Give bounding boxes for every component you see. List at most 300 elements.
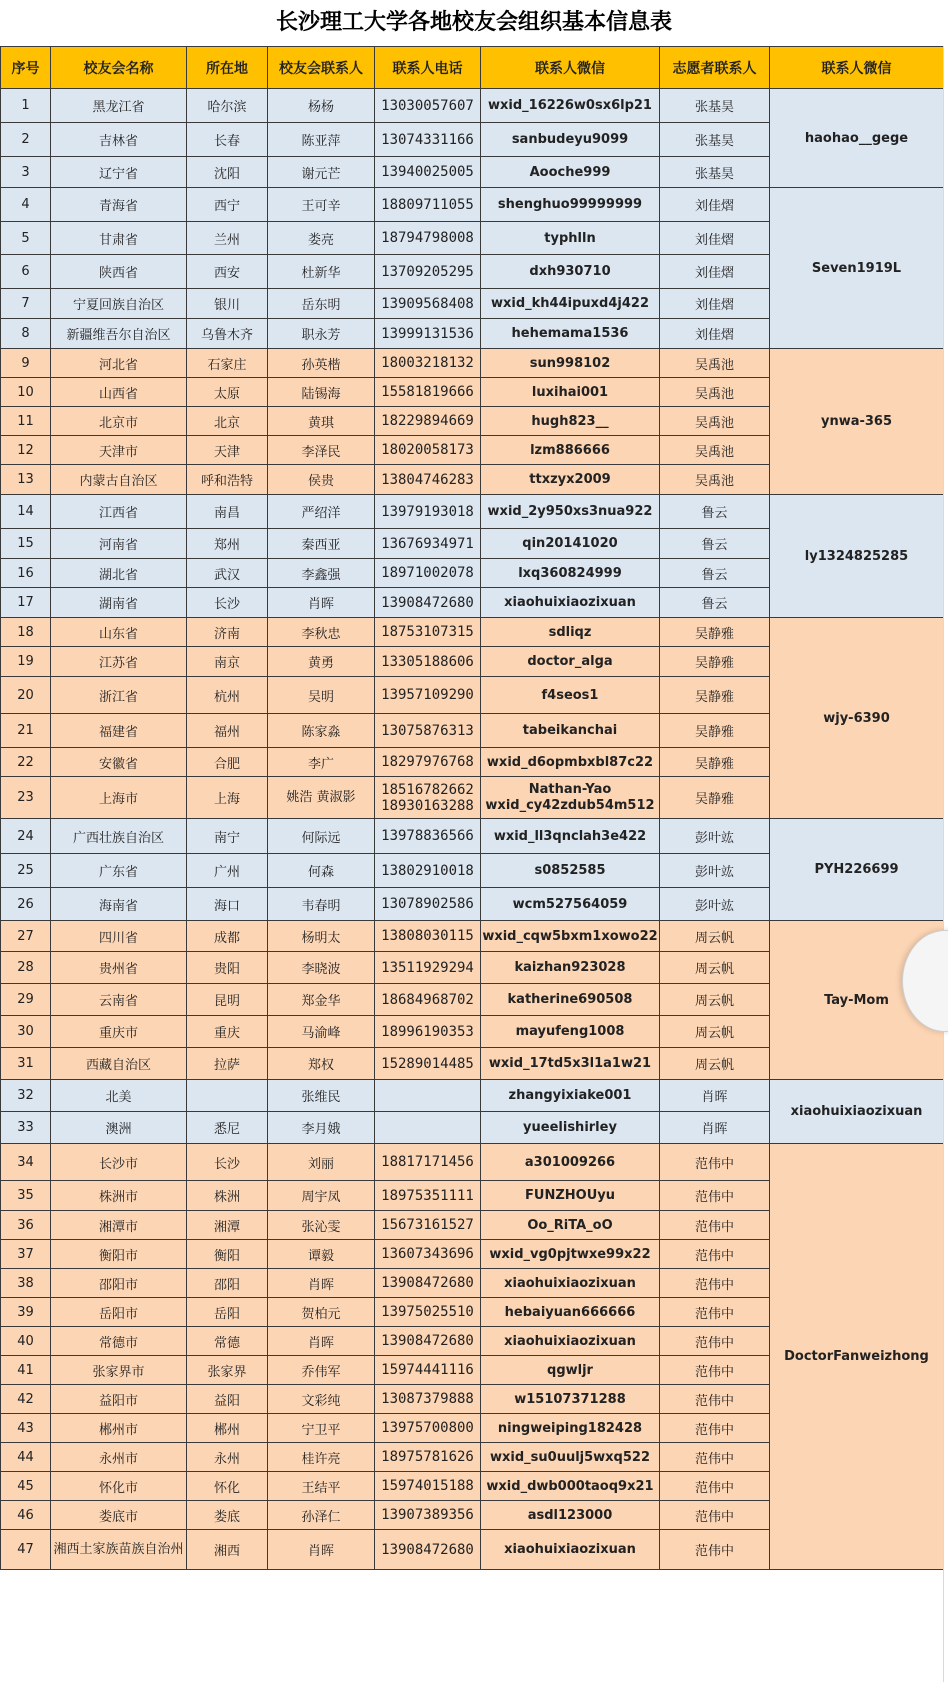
cell-contact-phone[interactable]: 13957109290 — [375, 677, 481, 714]
cell-volunteer[interactable]: 彭叶竑 — [660, 819, 770, 854]
cell-association-name[interactable]: 新疆维吾尔自治区 — [51, 319, 187, 349]
cell-location[interactable]: 长春 — [187, 123, 268, 157]
cell-volunteer[interactable]: 刘佳熠 — [660, 289, 770, 319]
cell-contact-person[interactable]: 肖晖 — [268, 588, 375, 618]
cell-row-index[interactable]: 25 — [1, 854, 51, 888]
cell-volunteer[interactable]: 刘佳熠 — [660, 319, 770, 349]
cell-row-index[interactable]: 1 — [1, 89, 51, 123]
cell-contact-wechat[interactable]: wxid_2y950xs3nua922 — [481, 495, 660, 529]
cell-contact-phone[interactable]: 18753107315 — [375, 618, 481, 647]
cell-contact-phone[interactable]: 18809711055 — [375, 188, 481, 222]
cell-row-index[interactable]: 8 — [1, 319, 51, 349]
cell-association-name[interactable]: 江西省 — [51, 495, 187, 529]
cell-contact-person[interactable]: 谢元芒 — [268, 157, 375, 188]
cell-contact-person[interactable]: 杜新华 — [268, 255, 375, 289]
cell-contact-phone[interactable]: 13087379888 — [375, 1385, 481, 1414]
cell-contact-wechat[interactable]: qin20141020 — [481, 529, 660, 559]
header-contact-phone[interactable]: 联系人电话 — [375, 47, 481, 89]
cell-volunteer[interactable]: 范伟中 — [660, 1472, 770, 1501]
cell-row-index[interactable]: 45 — [1, 1472, 51, 1501]
cell-volunteer[interactable]: 范伟中 — [660, 1211, 770, 1240]
cell-contact-phone[interactable]: 13676934971 — [375, 529, 481, 559]
cell-volunteer[interactable]: 范伟中 — [660, 1530, 770, 1570]
cell-association-name[interactable]: 四川省 — [51, 921, 187, 952]
header-volunteer[interactable]: 志愿者联系人 — [660, 47, 770, 89]
cell-contact-wechat[interactable]: qgwljr — [481, 1356, 660, 1385]
cell-contact-phone[interactable] — [375, 1080, 481, 1112]
cell-volunteer[interactable]: 周云帆 — [660, 1048, 770, 1080]
cell-contact-wechat[interactable]: wxid_cqw5bxm1xowo22 — [481, 921, 660, 952]
cell-row-index[interactable]: 24 — [1, 819, 51, 854]
cell-volunteer[interactable]: 吴禹池 — [660, 378, 770, 407]
cell-row-index[interactable]: 11 — [1, 407, 51, 436]
cell-contact-wechat[interactable]: shenghuo99999999 — [481, 188, 660, 222]
cell-contact-wechat[interactable]: ttxzyx2009 — [481, 465, 660, 495]
cell-contact-phone[interactable]: 18297976768 — [375, 748, 481, 777]
cell-location[interactable]: 永州 — [187, 1443, 268, 1472]
cell-association-name[interactable]: 怀化市 — [51, 1472, 187, 1501]
cell-contact-person[interactable]: 吴明 — [268, 677, 375, 714]
cell-location[interactable]: 西安 — [187, 255, 268, 289]
cell-volunteer[interactable]: 范伟中 — [660, 1269, 770, 1298]
cell-contact-wechat[interactable]: wcm527564059 — [481, 888, 660, 921]
cell-location[interactable]: 沈阳 — [187, 157, 268, 188]
cell-contact-person[interactable]: 严绍洋 — [268, 495, 375, 529]
cell-contact-wechat[interactable]: xiaohuixiaozixuan — [481, 1327, 660, 1356]
cell-row-index[interactable]: 2 — [1, 123, 51, 157]
cell-association-name[interactable]: 西藏自治区 — [51, 1048, 187, 1080]
cell-row-index[interactable]: 34 — [1, 1144, 51, 1181]
cell-row-index[interactable]: 38 — [1, 1269, 51, 1298]
cell-association-name[interactable]: 贵州省 — [51, 952, 187, 984]
cell-contact-person[interactable]: 郑金华 — [268, 984, 375, 1016]
cell-volunteer[interactable]: 范伟中 — [660, 1181, 770, 1211]
cell-volunteer[interactable]: 周云帆 — [660, 984, 770, 1016]
cell-contact-phone[interactable]: 13075876313 — [375, 714, 481, 748]
cell-volunteer[interactable]: 范伟中 — [660, 1144, 770, 1181]
cell-contact-person[interactable]: 姚浩 黄淑影 — [268, 777, 375, 819]
cell-row-index[interactable]: 31 — [1, 1048, 51, 1080]
cell-volunteer[interactable]: 刘佳熠 — [660, 255, 770, 289]
cell-association-name[interactable]: 宁夏回族自治区 — [51, 289, 187, 319]
cell-contact-wechat[interactable]: a301009266 — [481, 1144, 660, 1181]
cell-location[interactable]: 长沙 — [187, 588, 268, 618]
cell-location[interactable]: 成都 — [187, 921, 268, 952]
cell-location[interactable]: 湘潭 — [187, 1211, 268, 1240]
cell-contact-person[interactable]: 文彩纯 — [268, 1385, 375, 1414]
cell-contact-phone[interactable]: 13511929294 — [375, 952, 481, 984]
cell-location[interactable]: 福州 — [187, 714, 268, 748]
header-association-name[interactable]: 校友会名称 — [51, 47, 187, 89]
cell-row-index[interactable]: 17 — [1, 588, 51, 618]
cell-volunteer[interactable]: 范伟中 — [660, 1356, 770, 1385]
cell-contact-phone[interactable]: 13908472680 — [375, 588, 481, 618]
cell-association-name[interactable]: 安徽省 — [51, 748, 187, 777]
cell-association-name[interactable]: 重庆市 — [51, 1016, 187, 1048]
header-contact-wechat[interactable]: 联系人微信 — [481, 47, 660, 89]
cell-contact-wechat[interactable]: xiaohuixiaozixuan — [481, 1530, 660, 1570]
cell-row-index[interactable]: 15 — [1, 529, 51, 559]
cell-volunteer[interactable]: 张基昊 — [660, 157, 770, 188]
cell-contact-phone[interactable]: 13908472680 — [375, 1327, 481, 1356]
cell-location[interactable]: 株洲 — [187, 1181, 268, 1211]
cell-contact-person[interactable]: 宁卫平 — [268, 1414, 375, 1443]
cell-contact-person[interactable]: 李秋忠 — [268, 618, 375, 647]
cell-volunteer[interactable]: 刘佳熠 — [660, 222, 770, 255]
cell-contact-wechat[interactable]: mayufeng1008 — [481, 1016, 660, 1048]
cell-volunteer[interactable]: 吴静雅 — [660, 677, 770, 714]
cell-association-name[interactable]: 永州市 — [51, 1443, 187, 1472]
cell-contact-wechat[interactable]: typhlln — [481, 222, 660, 255]
cell-volunteer[interactable]: 范伟中 — [660, 1443, 770, 1472]
cell-contact-person[interactable]: 何际远 — [268, 819, 375, 854]
cell-contact-wechat[interactable]: sanbudeyu9099 — [481, 123, 660, 157]
cell-contact-wechat[interactable]: lzm886666 — [481, 436, 660, 465]
cell-contact-person[interactable]: 职永芳 — [268, 319, 375, 349]
cell-contact-person[interactable]: 娄亮 — [268, 222, 375, 255]
cell-contact-wechat[interactable]: Oo_RiTA_oO — [481, 1211, 660, 1240]
cell-volunteer[interactable]: 吴静雅 — [660, 647, 770, 677]
cell-location[interactable]: 合肥 — [187, 748, 268, 777]
cell-contact-phone[interactable]: 18975351111 — [375, 1181, 481, 1211]
cell-contact-phone[interactable]: 18020058173 — [375, 436, 481, 465]
cell-volunteer-wechat[interactable]: DoctorFanweizhong — [770, 1144, 944, 1570]
cell-contact-wechat[interactable]: yueelishirley — [481, 1112, 660, 1144]
cell-row-index[interactable]: 12 — [1, 436, 51, 465]
cell-location[interactable]: 张家界 — [187, 1356, 268, 1385]
cell-row-index[interactable]: 4 — [1, 188, 51, 222]
header-volunteer-wechat[interactable]: 联系人微信 — [770, 47, 944, 89]
cell-row-index[interactable]: 43 — [1, 1414, 51, 1443]
cell-contact-person[interactable]: 肖晖 — [268, 1269, 375, 1298]
cell-contact-wechat[interactable]: wxid_ll3qnclah3e422 — [481, 819, 660, 854]
cell-contact-phone[interactable]: 18229894669 — [375, 407, 481, 436]
cell-row-index[interactable]: 5 — [1, 222, 51, 255]
cell-contact-phone[interactable]: 13804746283 — [375, 465, 481, 495]
cell-contact-phone[interactable]: 15581819666 — [375, 378, 481, 407]
cell-location[interactable]: 邵阳 — [187, 1269, 268, 1298]
cell-contact-phone[interactable]: 18971002078 — [375, 559, 481, 588]
cell-association-name[interactable]: 辽宁省 — [51, 157, 187, 188]
cell-contact-person[interactable]: 侯贵 — [268, 465, 375, 495]
cell-contact-person[interactable]: 何森 — [268, 854, 375, 888]
cell-contact-phone[interactable]: 18975781626 — [375, 1443, 481, 1472]
cell-row-index[interactable]: 30 — [1, 1016, 51, 1048]
cell-association-name[interactable]: 郴州市 — [51, 1414, 187, 1443]
cell-association-name[interactable]: 广西壮族自治区 — [51, 819, 187, 854]
cell-contact-person[interactable]: 孙泽仁 — [268, 1501, 375, 1530]
cell-contact-phone[interactable]: 13999131536 — [375, 319, 481, 349]
cell-contact-wechat[interactable]: zhangyixiake001 — [481, 1080, 660, 1112]
cell-location[interactable]: 兰州 — [187, 222, 268, 255]
cell-association-name[interactable]: 岳阳市 — [51, 1298, 187, 1327]
cell-contact-person[interactable]: 王可辛 — [268, 188, 375, 222]
cell-association-name[interactable]: 长沙市 — [51, 1144, 187, 1181]
cell-location[interactable]: 常德 — [187, 1327, 268, 1356]
cell-contact-phone[interactable]: 13907389356 — [375, 1501, 481, 1530]
header-contact-person[interactable]: 校友会联系人 — [268, 47, 375, 89]
cell-contact-wechat[interactable]: kaizhan923028 — [481, 952, 660, 984]
cell-contact-wechat[interactable]: asdl123000 — [481, 1501, 660, 1530]
cell-association-name[interactable]: 山西省 — [51, 378, 187, 407]
cell-contact-wechat[interactable]: wxid_kh44ipuxd4j422 — [481, 289, 660, 319]
cell-row-index[interactable]: 29 — [1, 984, 51, 1016]
cell-location[interactable]: 天津 — [187, 436, 268, 465]
cell-volunteer[interactable]: 吴静雅 — [660, 714, 770, 748]
cell-contact-person[interactable]: 谭毅 — [268, 1240, 375, 1269]
cell-location[interactable]: 南昌 — [187, 495, 268, 529]
cell-contact-phone[interactable]: 13978836566 — [375, 819, 481, 854]
cell-contact-phone[interactable]: 13979193018 — [375, 495, 481, 529]
cell-contact-phone[interactable]: 13975025510 — [375, 1298, 481, 1327]
cell-contact-person[interactable]: 杨明太 — [268, 921, 375, 952]
cell-contact-person[interactable]: 陆锡海 — [268, 378, 375, 407]
cell-location[interactable]: 广州 — [187, 854, 268, 888]
cell-location[interactable]: 乌鲁木齐 — [187, 319, 268, 349]
cell-association-name[interactable]: 陕西省 — [51, 255, 187, 289]
cell-row-index[interactable]: 22 — [1, 748, 51, 777]
cell-row-index[interactable]: 26 — [1, 888, 51, 921]
cell-contact-person[interactable]: 李鑫强 — [268, 559, 375, 588]
cell-volunteer[interactable]: 吴禹池 — [660, 465, 770, 495]
cell-contact-phone[interactable]: 15974441116 — [375, 1356, 481, 1385]
cell-contact-phone[interactable]: 13607343696 — [375, 1240, 481, 1269]
cell-association-name[interactable]: 株洲市 — [51, 1181, 187, 1211]
cell-volunteer-wechat[interactable]: wjy-6390 — [770, 618, 944, 819]
cell-contact-wechat[interactable]: sun998102 — [481, 349, 660, 378]
cell-volunteer[interactable]: 吴禹池 — [660, 349, 770, 378]
cell-volunteer[interactable]: 范伟中 — [660, 1501, 770, 1530]
cell-association-name[interactable]: 吉林省 — [51, 123, 187, 157]
cell-contact-wechat[interactable]: f4seos1 — [481, 677, 660, 714]
cell-volunteer-wechat[interactable]: PYH226699 — [770, 819, 944, 921]
cell-contact-wechat[interactable]: tabeikanchai — [481, 714, 660, 748]
cell-association-name[interactable]: 衡阳市 — [51, 1240, 187, 1269]
cell-location[interactable]: 南京 — [187, 647, 268, 677]
cell-contact-wechat[interactable]: doctor_alga — [481, 647, 660, 677]
cell-row-index[interactable]: 39 — [1, 1298, 51, 1327]
cell-contact-phone[interactable]: 13909568408 — [375, 289, 481, 319]
cell-association-name[interactable]: 张家界市 — [51, 1356, 187, 1385]
cell-contact-person[interactable]: 张维民 — [268, 1080, 375, 1112]
cell-contact-person[interactable]: 李晓波 — [268, 952, 375, 984]
cell-volunteer[interactable]: 肖晖 — [660, 1080, 770, 1112]
cell-contact-wechat[interactable]: wxid_17td5x3l1a1w21 — [481, 1048, 660, 1080]
cell-location[interactable]: 衡阳 — [187, 1240, 268, 1269]
cell-location[interactable]: 西宁 — [187, 188, 268, 222]
cell-association-name[interactable]: 天津市 — [51, 436, 187, 465]
cell-association-name[interactable]: 湘潭市 — [51, 1211, 187, 1240]
cell-row-index[interactable]: 41 — [1, 1356, 51, 1385]
cell-volunteer[interactable]: 鲁云 — [660, 529, 770, 559]
cell-association-name[interactable]: 河南省 — [51, 529, 187, 559]
cell-contact-wechat[interactable]: s0852585 — [481, 854, 660, 888]
cell-volunteer-wechat[interactable]: Seven1919L — [770, 188, 944, 349]
cell-volunteer-wechat[interactable]: Tay-Mom — [770, 921, 944, 1080]
cell-contact-phone[interactable]: 15974015188 — [375, 1472, 481, 1501]
cell-volunteer[interactable]: 吴静雅 — [660, 618, 770, 647]
cell-location[interactable]: 南宁 — [187, 819, 268, 854]
cell-volunteer-wechat[interactable]: ynwa-365 — [770, 349, 944, 495]
cell-row-index[interactable]: 46 — [1, 1501, 51, 1530]
cell-location[interactable]: 湘西 — [187, 1530, 268, 1570]
cell-association-name[interactable]: 内蒙古自治区 — [51, 465, 187, 495]
cell-association-name[interactable]: 湘西土家族苗族自治州 — [51, 1530, 187, 1570]
cell-row-index[interactable]: 47 — [1, 1530, 51, 1570]
cell-contact-wechat[interactable]: wxid_dwb000taoq9x21 — [481, 1472, 660, 1501]
cell-association-name[interactable]: 澳洲 — [51, 1112, 187, 1144]
cell-location[interactable]: 拉萨 — [187, 1048, 268, 1080]
cell-row-index[interactable]: 3 — [1, 157, 51, 188]
cell-contact-person[interactable]: 陈家淼 — [268, 714, 375, 748]
cell-location[interactable]: 石家庄 — [187, 349, 268, 378]
cell-location[interactable]: 怀化 — [187, 1472, 268, 1501]
header-location[interactable]: 所在地 — [187, 47, 268, 89]
cell-association-name[interactable]: 湖南省 — [51, 588, 187, 618]
cell-location[interactable]: 悉尼 — [187, 1112, 268, 1144]
cell-contact-person[interactable]: 贺柏元 — [268, 1298, 375, 1327]
cell-location[interactable]: 益阳 — [187, 1385, 268, 1414]
cell-row-index[interactable]: 40 — [1, 1327, 51, 1356]
cell-row-index[interactable]: 13 — [1, 465, 51, 495]
cell-row-index[interactable]: 33 — [1, 1112, 51, 1144]
cell-association-name[interactable]: 广东省 — [51, 854, 187, 888]
cell-association-name[interactable]: 云南省 — [51, 984, 187, 1016]
cell-contact-person[interactable]: 乔伟军 — [268, 1356, 375, 1385]
cell-row-index[interactable]: 9 — [1, 349, 51, 378]
cell-contact-phone[interactable]: 13908472680 — [375, 1269, 481, 1298]
cell-association-name[interactable]: 娄底市 — [51, 1501, 187, 1530]
cell-row-index[interactable]: 10 — [1, 378, 51, 407]
cell-contact-phone[interactable]: 18817171456 — [375, 1144, 481, 1181]
cell-row-index[interactable]: 23 — [1, 777, 51, 819]
cell-volunteer[interactable]: 鲁云 — [660, 495, 770, 529]
cell-row-index[interactable]: 7 — [1, 289, 51, 319]
cell-row-index[interactable]: 14 — [1, 495, 51, 529]
cell-association-name[interactable]: 上海市 — [51, 777, 187, 819]
cell-location[interactable]: 岳阳 — [187, 1298, 268, 1327]
cell-contact-phone[interactable]: 13802910018 — [375, 854, 481, 888]
cell-location[interactable]: 昆明 — [187, 984, 268, 1016]
cell-association-name[interactable]: 北美 — [51, 1080, 187, 1112]
cell-location[interactable]: 哈尔滨 — [187, 89, 268, 123]
cell-contact-person[interactable]: 张沁雯 — [268, 1211, 375, 1240]
cell-location[interactable]: 重庆 — [187, 1016, 268, 1048]
cell-volunteer[interactable]: 范伟中 — [660, 1385, 770, 1414]
cell-row-index[interactable]: 6 — [1, 255, 51, 289]
cell-contact-wechat[interactable]: hehemama1536 — [481, 319, 660, 349]
cell-contact-person[interactable]: 秦西亚 — [268, 529, 375, 559]
cell-contact-wechat[interactable]: hebaiyuan666666 — [481, 1298, 660, 1327]
cell-row-index[interactable]: 36 — [1, 1211, 51, 1240]
cell-row-index[interactable]: 37 — [1, 1240, 51, 1269]
cell-contact-person[interactable]: 李泽民 — [268, 436, 375, 465]
cell-contact-wechat[interactable]: Aooche999 — [481, 157, 660, 188]
cell-volunteer-wechat[interactable]: ly1324825285 — [770, 495, 944, 618]
cell-contact-phone[interactable]: 15289014485 — [375, 1048, 481, 1080]
cell-contact-phone[interactable]: 18996190353 — [375, 1016, 481, 1048]
cell-contact-person[interactable]: 杨杨 — [268, 89, 375, 123]
header-index[interactable]: 序号 — [1, 47, 51, 89]
cell-row-index[interactable]: 21 — [1, 714, 51, 748]
cell-contact-phone[interactable]: 13975700800 — [375, 1414, 481, 1443]
cell-association-name[interactable]: 山东省 — [51, 618, 187, 647]
cell-contact-phone[interactable]: 18684968702 — [375, 984, 481, 1016]
cell-contact-wechat[interactable]: wxid_su0uulj5wxq522 — [481, 1443, 660, 1472]
cell-row-index[interactable]: 32 — [1, 1080, 51, 1112]
cell-volunteer[interactable]: 周云帆 — [660, 921, 770, 952]
cell-volunteer[interactable]: 范伟中 — [660, 1414, 770, 1443]
cell-contact-wechat[interactable]: ningweiping182428 — [481, 1414, 660, 1443]
cell-location[interactable]: 郴州 — [187, 1414, 268, 1443]
cell-location[interactable]: 长沙 — [187, 1144, 268, 1181]
cell-location[interactable]: 娄底 — [187, 1501, 268, 1530]
cell-volunteer[interactable]: 吴静雅 — [660, 748, 770, 777]
cell-association-name[interactable]: 青海省 — [51, 188, 187, 222]
cell-volunteer-wechat[interactable]: haohao__gege — [770, 89, 944, 188]
cell-association-name[interactable]: 黑龙江省 — [51, 89, 187, 123]
cell-volunteer[interactable]: 周云帆 — [660, 952, 770, 984]
cell-location[interactable]: 郑州 — [187, 529, 268, 559]
cell-contact-phone[interactable] — [375, 1112, 481, 1144]
cell-location[interactable] — [187, 1080, 268, 1112]
cell-volunteer[interactable]: 范伟中 — [660, 1327, 770, 1356]
cell-location[interactable]: 北京 — [187, 407, 268, 436]
cell-contact-person[interactable]: 桂许亮 — [268, 1443, 375, 1472]
cell-volunteer[interactable]: 肖晖 — [660, 1112, 770, 1144]
cell-contact-person[interactable]: 黄琪 — [268, 407, 375, 436]
cell-contact-person[interactable]: 王结平 — [268, 1472, 375, 1501]
cell-contact-wechat[interactable]: lxq360824999 — [481, 559, 660, 588]
cell-volunteer[interactable]: 吴禹池 — [660, 436, 770, 465]
cell-location[interactable]: 呼和浩特 — [187, 465, 268, 495]
cell-association-name[interactable]: 常德市 — [51, 1327, 187, 1356]
cell-location[interactable]: 武汉 — [187, 559, 268, 588]
cell-volunteer[interactable]: 刘佳熠 — [660, 188, 770, 222]
cell-contact-wechat[interactable]: Nathan-Yao wxid_cy42zdub54m512 — [481, 777, 660, 819]
cell-contact-phone[interactable]: 13940025005 — [375, 157, 481, 188]
cell-contact-wechat[interactable]: dxh930710 — [481, 255, 660, 289]
cell-association-name[interactable]: 江苏省 — [51, 647, 187, 677]
cell-volunteer[interactable]: 张基昊 — [660, 89, 770, 123]
cell-volunteer[interactable]: 彭叶竑 — [660, 854, 770, 888]
cell-location[interactable]: 杭州 — [187, 677, 268, 714]
cell-contact-wechat[interactable]: wxid_vg0pjtwxe99x22 — [481, 1240, 660, 1269]
cell-location[interactable]: 济南 — [187, 618, 268, 647]
cell-contact-wechat[interactable]: sdliqz — [481, 618, 660, 647]
cell-contact-person[interactable]: 岳东明 — [268, 289, 375, 319]
cell-volunteer[interactable]: 范伟中 — [660, 1240, 770, 1269]
cell-association-name[interactable]: 甘肃省 — [51, 222, 187, 255]
cell-contact-person[interactable]: 黄勇 — [268, 647, 375, 677]
cell-association-name[interactable]: 海南省 — [51, 888, 187, 921]
cell-contact-phone[interactable]: 13709205295 — [375, 255, 481, 289]
cell-contact-wechat[interactable]: xiaohuixiaozixuan — [481, 1269, 660, 1298]
cell-association-name[interactable]: 河北省 — [51, 349, 187, 378]
cell-contact-wechat[interactable]: luxihai001 — [481, 378, 660, 407]
cell-association-name[interactable]: 北京市 — [51, 407, 187, 436]
cell-contact-wechat[interactable]: FUNZHOUyu — [481, 1181, 660, 1211]
cell-contact-person[interactable]: 孙英楷 — [268, 349, 375, 378]
cell-volunteer[interactable]: 鲁云 — [660, 559, 770, 588]
cell-contact-phone[interactable]: 18794798008 — [375, 222, 481, 255]
cell-location[interactable]: 太原 — [187, 378, 268, 407]
cell-contact-phone[interactable]: 13078902586 — [375, 888, 481, 921]
cell-contact-person[interactable]: 韦春明 — [268, 888, 375, 921]
cell-association-name[interactable]: 浙江省 — [51, 677, 187, 714]
cell-location[interactable]: 海口 — [187, 888, 268, 921]
cell-association-name[interactable]: 益阳市 — [51, 1385, 187, 1414]
